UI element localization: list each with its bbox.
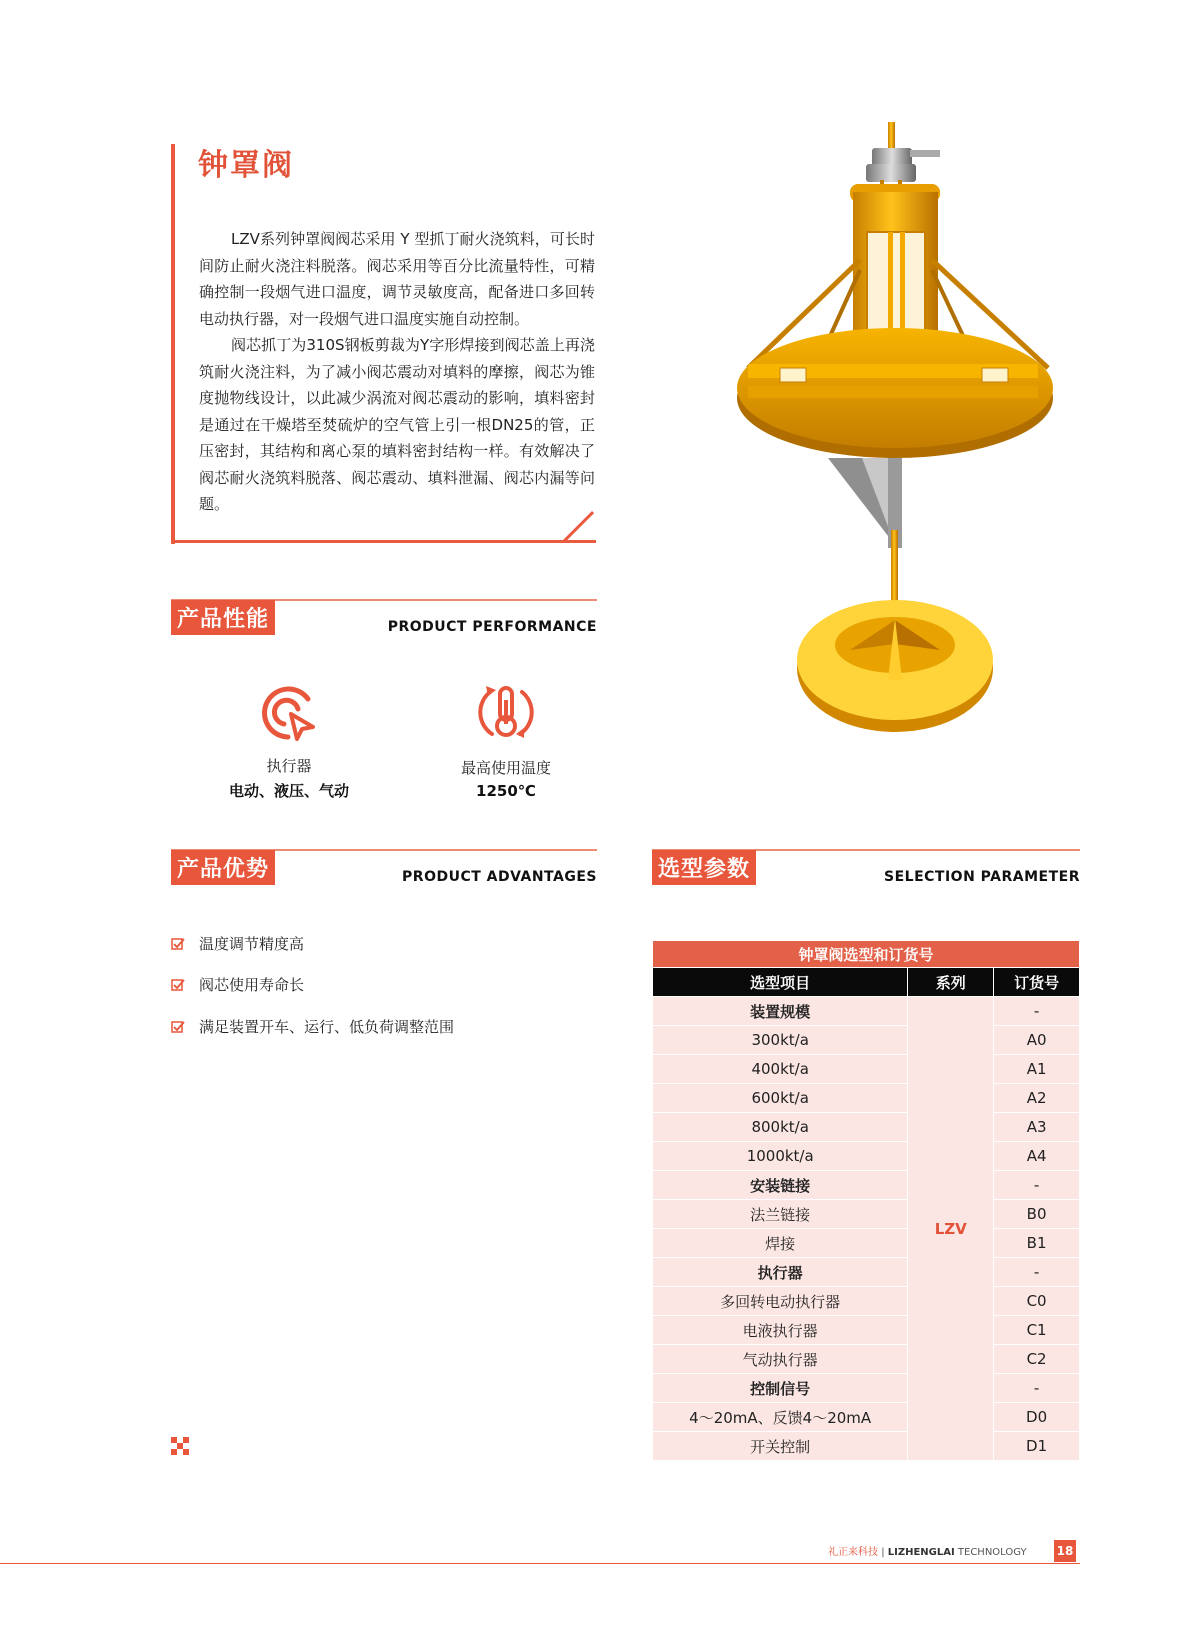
table-row xyxy=(653,1026,1080,1055)
footer-brand-zh: 礼正来科技 xyxy=(828,1547,878,1558)
table-cell-item: 800kt/a xyxy=(653,1113,908,1142)
table-header-code: 订货号 xyxy=(994,968,1080,997)
advantage-text: 满足装置开车、运行、低负荷调整范围 xyxy=(199,1018,455,1036)
selection-section-title: 选型参数 xyxy=(652,850,756,885)
table-cell-item: 执行器 xyxy=(653,1258,908,1287)
table-row xyxy=(653,1142,1080,1171)
table-cell-code: A0 xyxy=(994,1026,1080,1055)
advantage-text: 阀芯使用寿命长 xyxy=(199,976,305,994)
table-cell-code: B0 xyxy=(994,1200,1080,1229)
advantage-item xyxy=(171,933,304,954)
performance-label-temperature: 最高使用温度 xyxy=(460,759,551,777)
table-cell-item: 400kt/a xyxy=(653,1055,908,1084)
table-cell-item: 焊接 xyxy=(653,1229,908,1258)
table-cell-code: C0 xyxy=(994,1287,1080,1316)
footer-brand xyxy=(828,1543,1027,1558)
table-cell-item: 法兰链接 xyxy=(653,1200,908,1229)
actuator-icon xyxy=(258,682,320,744)
table-cell-code: - xyxy=(994,1374,1080,1403)
table-row xyxy=(653,997,1080,1026)
table-cell-code: C1 xyxy=(994,1316,1080,1345)
table-cell-item: 气动执行器 xyxy=(653,1345,908,1374)
intro-paragraph-1: LZV系列钟罩阀阀芯采用 Y 型抓丁耐火浇筑料，可长时间防止耐火浇注料脱落。阀芯采用等百分比流量特性，可精确控制一段烟气进口温度，调节灵敏度高，配备进口多回转电动执行器，对一段烟气进口温度实施自动控制。 xyxy=(199,230,595,328)
table-header-series: 系列 xyxy=(908,968,994,997)
table-header-item: 选型项目 xyxy=(653,968,908,997)
selection-table xyxy=(652,940,1080,1461)
table-cell-code: A1 xyxy=(994,1055,1080,1084)
table-header-row xyxy=(653,968,1080,997)
advantages-section-title: 产品优势 xyxy=(171,850,275,885)
title-frame-bottom-border xyxy=(171,540,596,543)
table-cell-item: 多回转电动执行器 xyxy=(653,1287,908,1316)
performance-value-temperature: 1250℃ xyxy=(476,782,536,800)
footer-separator: | xyxy=(881,1547,885,1558)
table-row xyxy=(653,1432,1080,1461)
table-cell-code: - xyxy=(994,1258,1080,1287)
bell-valve-illustration xyxy=(720,120,1070,760)
table-cell-series: LZV xyxy=(908,997,994,1461)
table-cell-item: 安装链接 xyxy=(653,1171,908,1200)
table-cell-code: D0 xyxy=(994,1403,1080,1432)
table-row xyxy=(653,1055,1080,1084)
table-row xyxy=(653,1345,1080,1374)
thermometer-icon xyxy=(474,680,538,744)
footer-line xyxy=(0,1563,1080,1564)
performance-section-title: 产品性能 xyxy=(171,600,275,635)
table-row xyxy=(653,1403,1080,1432)
table-cell-item: 300kt/a xyxy=(653,1026,908,1055)
performance-value-actuator: 电动、液压、气动 xyxy=(228,782,349,800)
pixel-mark-icon xyxy=(171,1437,189,1455)
advantages-section-title-en: PRODUCT ADVANTAGES xyxy=(402,869,597,885)
table-caption-row xyxy=(653,941,1080,968)
table-cell-code: B1 xyxy=(994,1229,1080,1258)
table-cell-code: A4 xyxy=(994,1142,1080,1171)
footer-brand-en2: TECHNOLOGY xyxy=(957,1547,1027,1558)
table-cell-code: - xyxy=(994,997,1080,1026)
page-number: 18 xyxy=(1054,1540,1076,1562)
performance-label-actuator: 执行器 xyxy=(266,757,312,775)
footer-brand-en: LIZHENGLAI xyxy=(887,1547,955,1558)
table-cell-item: 开关控制 xyxy=(653,1432,908,1461)
table-row xyxy=(653,1113,1080,1142)
table-row xyxy=(653,1374,1080,1403)
table-row xyxy=(653,1229,1080,1258)
table-cell-code: A3 xyxy=(994,1113,1080,1142)
advantage-item xyxy=(171,1016,454,1037)
table-caption: 钟罩阀选型和订货号 xyxy=(653,941,1080,968)
table-row xyxy=(653,1287,1080,1316)
check-icon xyxy=(171,937,185,951)
performance-section-title-en: PRODUCT PERFORMANCE xyxy=(387,619,597,635)
table-cell-code: D1 xyxy=(994,1432,1080,1461)
table-cell-code: C2 xyxy=(994,1345,1080,1374)
table-cell-item: 4～20mA、反馈4～20mA xyxy=(653,1403,908,1432)
check-icon xyxy=(171,978,185,992)
table-cell-item: 控制信号 xyxy=(653,1374,908,1403)
table-cell-item: 电液执行器 xyxy=(653,1316,908,1345)
table-row xyxy=(653,1258,1080,1287)
selection-section-title-en: SELECTION PARAMETER xyxy=(884,869,1080,885)
table-row xyxy=(653,1316,1080,1345)
table-row xyxy=(653,1084,1080,1113)
intro-paragraph-2: 阀芯抓丁为310S钢板剪裁为Y字形焊接到阀芯盖上再浇筑耐火浇注料，为了减小阀芯震动对填料的摩擦，阀芯为锥度抛物线设计，以此减少涡流对阀芯震动的影响，填料密封是通过在干燥塔至焚硫炉的空气管上引一根DN25的管，正压密封，其结构和离心泵的填料密封结构一样。有效解决了阀芯耐火浇筑料脱落、阀芯震动、填料泄漏、阀芯内漏等问题。 xyxy=(199,336,595,513)
table-row xyxy=(653,1171,1080,1200)
page-title: 钟罩阀 xyxy=(198,148,294,183)
advantage-text: 温度调节精度高 xyxy=(199,935,305,953)
table-cell-code: - xyxy=(994,1171,1080,1200)
table-row xyxy=(653,1200,1080,1229)
intro-text xyxy=(199,226,595,518)
advantage-item xyxy=(171,974,304,995)
table-cell-code: A2 xyxy=(994,1084,1080,1113)
table-cell-item: 装置规模 xyxy=(653,997,908,1026)
title-frame-left-border xyxy=(171,144,175,544)
table-cell-item: 600kt/a xyxy=(653,1084,908,1113)
check-icon xyxy=(171,1020,185,1034)
table-cell-item: 1000kt/a xyxy=(653,1142,908,1171)
